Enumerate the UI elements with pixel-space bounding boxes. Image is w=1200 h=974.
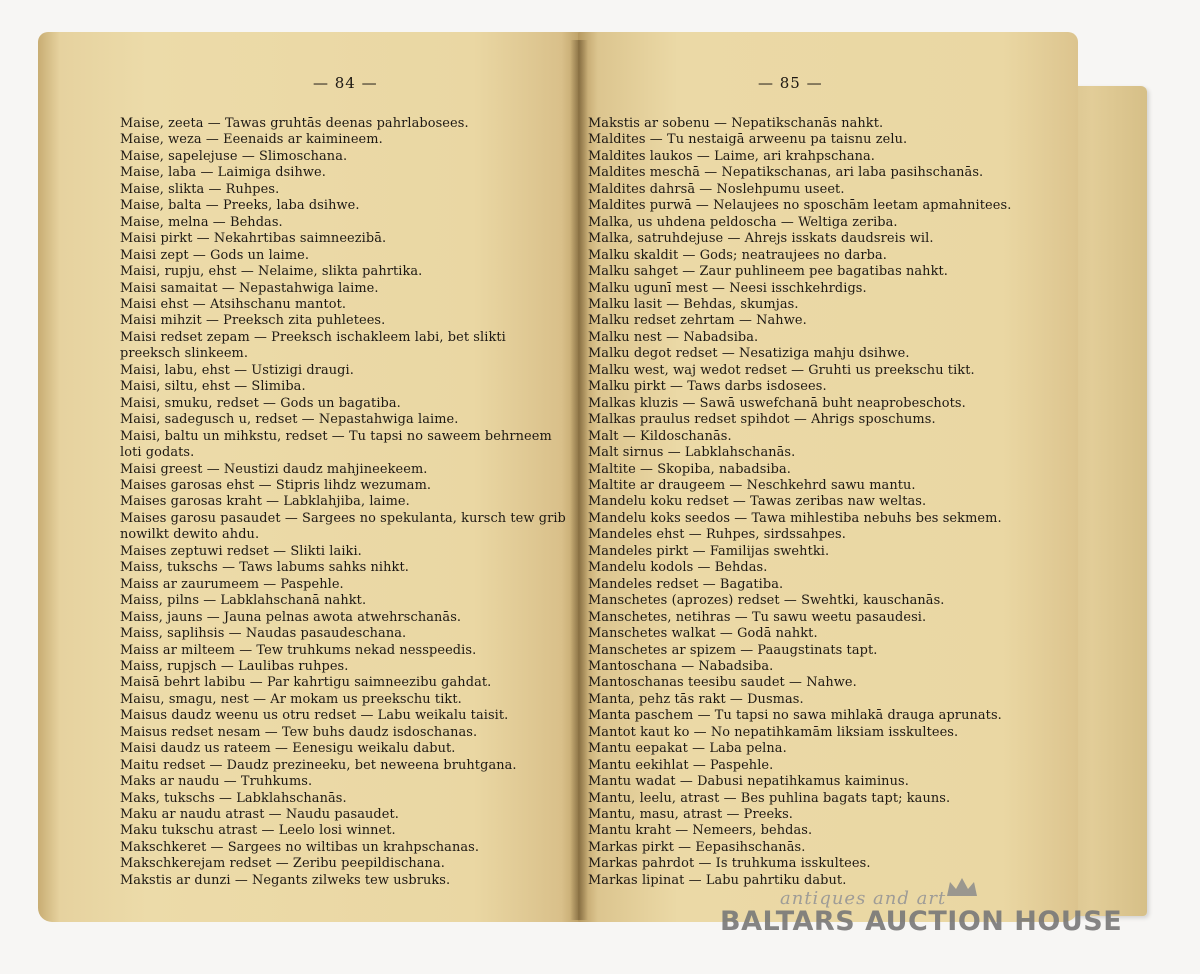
dictionary-entry: Malku nest — Nabadsiba. — [588, 329, 759, 345]
dictionary-entry: Mandelu koku redset — Tawas zeribas naw weltas. — [588, 494, 927, 510]
dictionary-entry: Malku degot redset — Nesatiziga mahju dsihwe. — [588, 346, 910, 362]
dictionary-entry: Maisi zept — Gods un laime. — [120, 247, 310, 263]
dictionary-entry: Maisi pirkt — Nekahrtibas saimneezibā. — [120, 231, 387, 247]
dictionary-entry: Maises garosu pasaudet — Sargees no spekulanta, kursch tew grib nowilkt dewito ahdu. — [120, 510, 566, 543]
dictionary-entry: Maise, zeeta — Tawas gruhtās deenas pahrlabosees. — [120, 116, 469, 131]
dictionary-entry: Maises garosas ehst — Stipris lihdz wezumam. — [120, 477, 432, 493]
dictionary-entry: Maldites purwā — Nelaujees no sposchām leetam apmahnitees. — [588, 198, 1012, 214]
dictionary-entry: Maisi, sadegusch u, redset — Nepastahwiga laime. — [120, 412, 459, 428]
dictionary-entry: Markas pirkt — Eepasihschanās. — [588, 839, 806, 855]
dictionary-entry: Maldites meschā — Nepatikschanas, ari laba pasihschanās. — [588, 165, 984, 181]
dictionary-entry: Manschetes (aprozes) redset — Swehtki, kauschanās. — [588, 593, 945, 609]
dictionary-entry: Maisā behrt labibu — Par kahrtigu saimneezibu gahdat. — [120, 675, 492, 691]
dictionary-entry: Mantot kaut ko — No nepatihkamām liksiam isskultees. — [588, 724, 959, 740]
dictionary-entry: Mantu, leelu, atrast — Bes puhlina bagats tapt; kauns. — [588, 790, 951, 806]
dictionary-entry: Manschetes, netihras — Tu sawu weetu pasaudesi. — [588, 609, 927, 625]
dictionary-entry: Maises garosas kraht — Labklahjiba, laime. — [120, 494, 410, 510]
watermark-tagline: antiques and art — [780, 888, 947, 909]
dictionary-entry: Maks ar naudu — Truhkums. — [120, 774, 313, 790]
dictionary-entry: Maks, tukschs — Labklahschanās. — [120, 790, 347, 806]
book-gutter — [570, 40, 588, 920]
dictionary-entry: Maltite ar draugeem — Neschkehrd sawu mantu. — [588, 477, 916, 493]
dictionary-entry: Maltite — Skopiba, nabadsiba. — [588, 461, 791, 477]
dictionary-entry: Maisi, smuku, redset — Gods un bagatiba. — [120, 395, 401, 411]
dictionary-entry: Malku redset zehrtam — Nahwe. — [588, 313, 807, 329]
dictionary-entry: Malku sahget — Zaur puhlineem pee bagatibas nahkt. — [588, 264, 948, 280]
dictionary-entry: Maisi greest — Neustizi daudz mahjineekeem. — [120, 461, 428, 477]
dictionary-entry: Maku ar naudu atrast — Naudu pasaudet. — [120, 807, 399, 823]
page-number-right: — 85 — — [758, 74, 823, 92]
dictionary-entry: Mandeles pirkt — Familijas swehtki. — [588, 543, 830, 559]
dictionary-entry: Maiss, rupjsch — Laulibas ruhpes. — [120, 658, 349, 674]
dictionary-entry: Maise, sapelejuse — Slimoschana. — [120, 148, 348, 164]
dictionary-entry: Malku west, waj wedot redset — Gruhti us preekschu tikt. — [588, 362, 975, 378]
dictionary-entry: Maisus redset nesam — Tew buhs daudz isdoschanas. — [120, 724, 478, 740]
dictionary-entry: Malkas kluzis — Sawā uswefchanā buht neaprobeschots. — [588, 395, 966, 411]
dictionary-entry: Mandeles redset — Bagatiba. — [588, 576, 784, 592]
dictionary-entry: Malka, satruhdejuse — Ahrejs isskats daudsreis wil. — [588, 231, 934, 247]
dictionary-entry: Maise, slikta — Ruhpes. — [120, 181, 280, 197]
dictionary-entry: Maku tukschu atrast — Leelo losi winnet. — [120, 823, 396, 839]
dictionary-entry: Mantu wadat — Dabusi nepatihkamus kaiminus. — [588, 774, 909, 790]
dictionary-entry: Malt sirnus — Labklahschanās. — [588, 445, 796, 461]
watermark — [720, 888, 1123, 948]
dictionary-entry: Malkas praulus redset spihdot — Ahrigs sposchums. — [588, 412, 936, 428]
dictionary-entries-right — [588, 116, 1058, 889]
dictionary-entry: Mantu eepakat — Laba pelna. — [588, 741, 787, 757]
dictionary-entry: Manschetes walkat — Godā nahkt. — [588, 626, 818, 642]
dictionary-entry: Maisi, baltu un mihkstu, redset — Tu tapsi no saweem behrneem loti godats. — [120, 428, 552, 461]
dictionary-entry: Markas lipinat — Labu pahrtiku dabut. — [588, 872, 847, 888]
dictionary-entry: Maisi samaitat — Nepastahwiga laime. — [120, 280, 379, 296]
dictionary-entry: Malku pirkt — Taws darbs isdosees. — [588, 379, 827, 395]
dictionary-entry: Makstis ar dunzi — Negants zilweks tew usbruks. — [120, 872, 451, 888]
dictionary-entry: Maisi, siltu, ehst — Slimiba. — [120, 379, 306, 395]
dictionary-entry: Maisi mihzit — Preeksch zita puhletees. — [120, 313, 386, 329]
dictionary-entry: Maise, balta — Preeks, laba dsihwe. — [120, 198, 360, 214]
dictionary-entry: Maisi, rupju, ehst — Nelaime, slikta pahrtika. — [120, 264, 423, 280]
dictionary-entry: Maisu, smagu, nest — Ar mokam us preekschu tikt. — [120, 691, 462, 707]
dictionary-entry: Makschkerejam redset — Zeribu peepildischana. — [120, 856, 445, 872]
dictionary-entry: Maldites — Tu nestaigā arweenu pa taisnu zelu. — [588, 132, 908, 148]
left-page — [38, 32, 583, 922]
dictionary-entry: Mantu eekihlat — Paspehle. — [588, 757, 774, 773]
dictionary-entries-left — [120, 116, 570, 889]
dictionary-entry: Maiss, jauns — Jauna pelnas awota atwehrschanās. — [120, 609, 462, 625]
dictionary-entry: Malku ugunī mest — Neesi isschkehrdigs. — [588, 280, 867, 296]
dictionary-entry: Maiss, saplihsis — Naudas pasaudeschana. — [120, 626, 407, 642]
dictionary-entry: Malt — Kildoschanās. — [588, 428, 732, 444]
dictionary-entry: Maiss ar zaurumeem — Paspehle. — [120, 576, 344, 592]
dictionary-entry: Makstis ar sobenu — Nepatikschanās nahkt. — [588, 116, 884, 131]
dictionary-entry: Maise, laba — Laimiga dsihwe. — [120, 165, 326, 181]
dictionary-entry: Mandelu kodols — Behdas. — [588, 560, 768, 576]
dictionary-entry: Maise, melna — Behdas. — [120, 214, 283, 230]
dictionary-entry: Mandelu koks seedos — Tawa mihlestiba nebuhs bes sekmem. — [588, 510, 1002, 526]
dictionary-entry: Maiss, pilns — Labklahschanā nahkt. — [120, 593, 367, 609]
dictionary-entry: Maisi ehst — Atsihschanu mantot. — [120, 296, 347, 312]
dictionary-entry: Manschetes ar spizem — Paaugstinats tapt. — [588, 642, 878, 658]
dictionary-entry: Mantu kraht — Nemeers, behdas. — [588, 823, 813, 839]
dictionary-entry: Mantoschanas teesibu saudet — Nahwe. — [588, 675, 857, 691]
dictionary-entry: Manta paschem — Tu tapsi no sawa mihlakā drauga aprunats. — [588, 708, 1002, 724]
crown-icon — [945, 876, 979, 898]
watermark-name: BALTARS AUCTION HOUSE — [720, 906, 1123, 937]
dictionary-entry: Markas pahrdot — Is truhkuma isskultees. — [588, 856, 871, 872]
dictionary-entry: Maisi, labu, ehst — Ustizigi draugi. — [120, 362, 354, 378]
dictionary-entry: Maises zeptuwi redset — Slikti laiki. — [120, 543, 362, 559]
dictionary-entry: Maldites laukos — Laime, ari krahpschana. — [588, 148, 875, 164]
dictionary-entry: Maisi daudz us rateem — Eenesigu weikalu dabut. — [120, 741, 456, 757]
dictionary-entry: Malku skaldit — Gods; neatraujees no darba. — [588, 247, 887, 263]
dictionary-entry: Maitu redset — Daudz prezineeku, bet neweena bruhtgana. — [120, 757, 517, 773]
dictionary-entry: Maldites dahrsā — Noslehpumu useet. — [588, 181, 845, 197]
dictionary-entry: Maiss ar milteem — Tew truhkums nekad nesspeedis. — [120, 642, 477, 658]
dictionary-entry: Malku lasit — Behdas, skumjas. — [588, 296, 799, 312]
dictionary-entry: Makschkeret — Sargees no wiltibas un krahpschanas. — [120, 839, 480, 855]
dictionary-entry: Maisi redset zepam — Preeksch ischakleem labi, bet slikti preeksch slinkeem. — [120, 329, 506, 362]
right-page — [578, 32, 1078, 922]
dictionary-entry: Maisus daudz weenu us otru redset — Labu weikalu taisit. — [120, 708, 509, 724]
dictionary-entry: Manta, pehz tās rakt — Dusmas. — [588, 691, 804, 707]
dictionary-entry: Mantu, masu, atrast — Preeks. — [588, 807, 793, 823]
dictionary-entry: Malka, us uhdena peldoscha — Weltiga zeriba. — [588, 214, 898, 230]
dictionary-entry: Mandeles ehst — Ruhpes, sirdssahpes. — [588, 527, 846, 543]
dictionary-entry: Mantoschana — Nabadsiba. — [588, 658, 774, 674]
page-number-left: — 84 — — [313, 74, 378, 92]
dictionary-entry: Maise, weza — Eeenaids ar kaimineem. — [120, 132, 383, 148]
dictionary-entry: Maiss, tukschs — Taws labums sahks nihkt. — [120, 560, 409, 576]
